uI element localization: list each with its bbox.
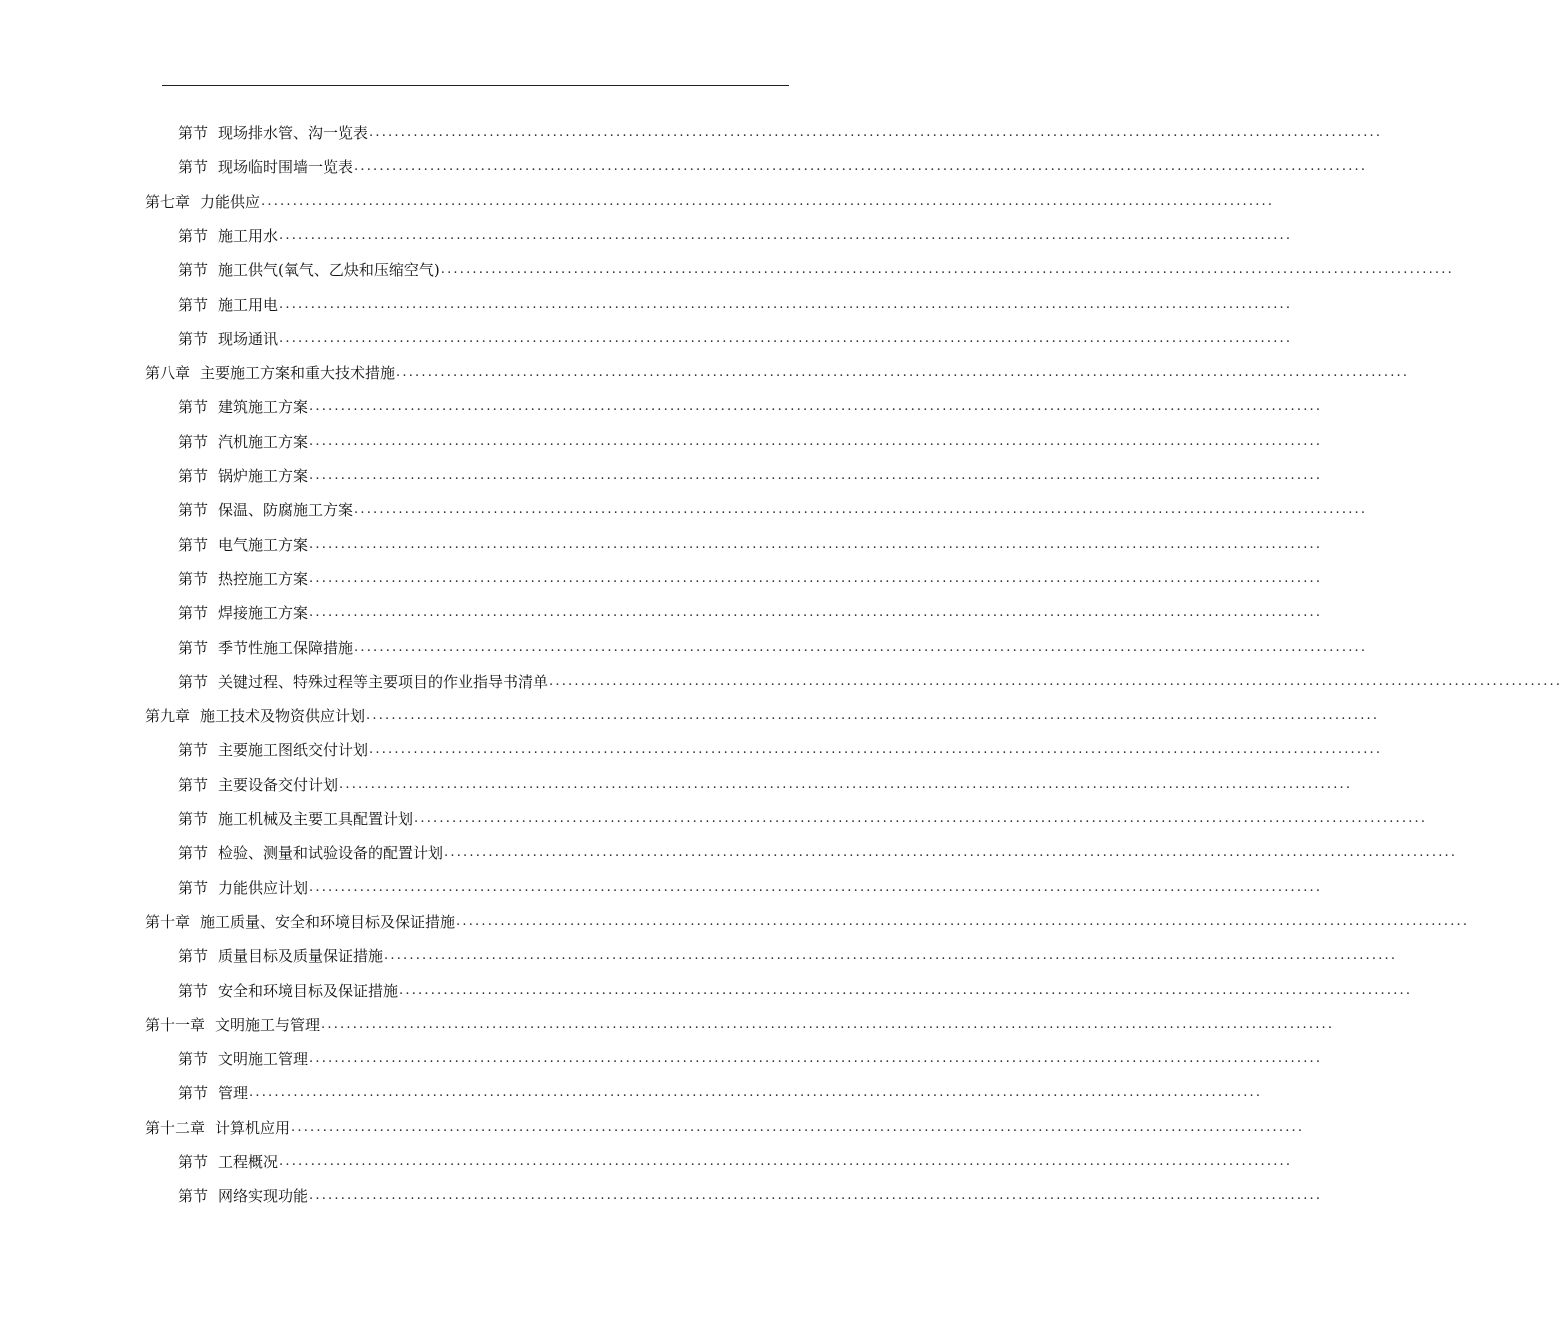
- toc-entry-title: 汽机施工方案: [218, 432, 309, 451]
- toc-dot-leader: ................................................................................................................................................................: [309, 433, 1323, 449]
- toc-entry-number: 第节: [178, 398, 209, 417]
- toc-dot-leader: ................................................................................................................................................................: [279, 330, 1293, 346]
- toc-section-entry[interactable]: [178, 288, 1293, 322]
- toc-dot-leader: ................................................................................................................................................................: [279, 1154, 1293, 1169]
- toc-section-entry[interactable]: [178, 116, 1383, 150]
- toc-entry-title: 施工用电: [218, 295, 279, 314]
- toc-entry-number: 第节: [178, 226, 209, 245]
- toc-entry-number: 第节: [178, 329, 209, 348]
- toc-section-entry[interactable]: [178, 939, 1398, 973]
- toc-entry-number: 第节: [178, 844, 209, 863]
- toc-entry-number: 第节: [178, 124, 209, 142]
- toc-entry-title: 施工用水: [218, 226, 279, 245]
- toc-chapter-entry[interactable]: [145, 356, 1410, 390]
- toc-entry-title: 施工技术及物资供应计划: [200, 707, 366, 726]
- toc-section-entry[interactable]: [178, 1076, 1263, 1110]
- toc-entry-title: 锅炉施工方案: [218, 467, 309, 485]
- toc-section-entry[interactable]: [178, 219, 1293, 253]
- toc-dot-leader: ................................................................................................................................................................: [396, 365, 1410, 381]
- toc-dot-leader: ................................................................................................................................................................: [456, 913, 1470, 929]
- toc-entry-number: 第节: [178, 947, 209, 966]
- toc-entry-number: 第节: [178, 569, 209, 588]
- toc-section-entry[interactable]: [178, 459, 1323, 493]
- toc-dot-leader: ................................................................................................................................................................: [414, 811, 1428, 826]
- toc-entry-number: 第节: [178, 604, 209, 623]
- toc-entry-title: 施工质量、安全和环境目标及保证措施: [200, 912, 456, 931]
- toc-entry-number: 第十章: [145, 912, 191, 931]
- toc-dot-leader: ................................................................................................................................................................: [444, 845, 1458, 861]
- toc-dot-leader: ................................................................................................................................................................: [309, 399, 1323, 415]
- toc-section-entry[interactable]: [178, 1042, 1323, 1076]
- toc-section-entry[interactable]: [178, 631, 1368, 665]
- toc-entry-number: 第节: [178, 775, 209, 794]
- toc-section-entry[interactable]: [178, 871, 1323, 905]
- toc-entry-title: 计算机应用: [215, 1118, 291, 1137]
- toc-chapter-entry[interactable]: [145, 185, 1275, 219]
- toc-entry-title: 力能供应计划: [218, 878, 309, 897]
- toc-dot-leader: ................................................................................................................................................................: [384, 948, 1398, 964]
- toc-dot-leader: ................................................................................................................................................................: [339, 776, 1353, 792]
- toc-dot-leader: ................................................................................................................................................................: [309, 570, 1323, 586]
- toc-entry-number: 第十一章: [145, 1015, 206, 1034]
- toc-dot-leader: ................................................................................................................................................................: [309, 605, 1323, 621]
- toc-dot-leader: ................................................................................................................................................................: [399, 982, 1413, 998]
- toc-section-entry[interactable]: [178, 802, 1428, 836]
- toc-entry-number: 第节: [178, 981, 209, 1000]
- toc-entry-title: 力能供应: [200, 192, 261, 211]
- toc-entry-number: 第节: [178, 501, 209, 520]
- toc-entry-title: 关键过程、特殊过程等主要项目的作业指导书清单: [218, 672, 549, 691]
- toc-entry-number: 第九章: [145, 707, 191, 726]
- toc-dot-leader: ................................................................................................................................................................: [279, 296, 1293, 312]
- toc-entry-title: 工程概况: [218, 1153, 279, 1171]
- toc-section-entry[interactable]: [178, 665, 1562, 699]
- toc-entry-number: 第节: [178, 741, 209, 760]
- toc-entry-title: 主要设备交付计划: [218, 775, 339, 794]
- toc-entry-number: 第节: [178, 810, 209, 828]
- toc-section-entry[interactable]: [178, 425, 1323, 459]
- toc-entry-title: 主要施工方案和重大技术措施: [200, 364, 396, 383]
- toc-dot-leader: ................................................................................................................................................................: [321, 1016, 1335, 1032]
- toc-entry-number: 第节: [178, 672, 209, 691]
- toc-entry-title: 现场通讯: [218, 329, 279, 348]
- toc-entry-title: 保温、防腐施工方案: [218, 501, 354, 520]
- toc-entry-number: 第节: [178, 1187, 209, 1206]
- toc-section-entry[interactable]: [178, 768, 1353, 802]
- toc-dot-leader: ................................................................................................................................................................: [440, 262, 1454, 278]
- toc-entry-number: 第节: [178, 1153, 209, 1171]
- toc-entry-title: 管理: [218, 1084, 249, 1103]
- toc-entry-title: 现场临时围墙一览表: [218, 158, 354, 177]
- toc-dot-leader: ................................................................................................................................................................: [249, 1085, 1263, 1101]
- toc-section-entry[interactable]: [178, 733, 1383, 767]
- toc-dot-leader: ................................................................................................................................................................: [354, 159, 1368, 175]
- toc-entry-number: 第节: [178, 432, 209, 451]
- toc-entry-title: 焊接施工方案: [218, 604, 309, 623]
- toc-entry-number: 第节: [178, 1084, 209, 1103]
- toc-section-entry[interactable]: [178, 322, 1293, 356]
- toc-dot-leader: ................................................................................................................................................................: [309, 468, 1323, 483]
- toc-entry-title: 季节性施工保障措施: [218, 638, 354, 657]
- toc-section-entry[interactable]: [178, 150, 1368, 184]
- toc-entry-title: 施工机械及主要工具配置计划: [218, 810, 414, 828]
- toc-dot-leader: ................................................................................................................................................................: [309, 879, 1323, 895]
- toc-dot-leader: ................................................................................................................................................................: [309, 1188, 1323, 1204]
- toc-entry-number: 第十二章: [145, 1118, 206, 1137]
- toc-section-entry[interactable]: [178, 1179, 1323, 1213]
- toc-entry-title: 文明施工管理: [218, 1050, 309, 1069]
- toc-chapter-entry[interactable]: [145, 699, 1380, 733]
- toc-dot-leader: ................................................................................................................................................................: [354, 502, 1368, 518]
- toc-entry-title: 网络实现功能: [218, 1187, 309, 1206]
- toc-dot-leader: ................................................................................................................................................................: [369, 125, 1383, 140]
- toc-section-entry[interactable]: [178, 836, 1458, 870]
- toc-entry-number: 第节: [178, 878, 209, 897]
- toc-dot-leader: ................................................................................................................................................................: [354, 639, 1368, 655]
- toc-section-entry[interactable]: [178, 390, 1323, 424]
- toc-chapter-entry[interactable]: [145, 1111, 1305, 1145]
- toc-section-entry[interactable]: [178, 493, 1368, 527]
- toc-entry-number: 第节: [178, 1050, 209, 1069]
- toc-entry-number: 第八章: [145, 364, 191, 383]
- toc-entry-title: 热控施工方案: [218, 569, 309, 588]
- toc-chapter-entry[interactable]: [145, 905, 1470, 939]
- toc-dot-leader: ................................................................................................................................................................: [549, 673, 1562, 689]
- toc-entry-title: 现场排水管、沟一览表: [218, 124, 369, 142]
- toc-dot-leader: ................................................................................................................................................................: [279, 227, 1293, 243]
- toc-chapter-entry[interactable]: [145, 1008, 1335, 1042]
- toc-section-entry[interactable]: [178, 562, 1323, 596]
- toc-entry-title: 安全和环境目标及保证措施: [218, 981, 399, 1000]
- toc-dot-leader: ................................................................................................................................................................: [366, 708, 1380, 724]
- toc-entry-number: 第节: [178, 295, 209, 314]
- toc-entry-number: 第节: [178, 535, 209, 554]
- toc-section-entry[interactable]: [178, 596, 1323, 630]
- toc-entry-number: 第节: [178, 261, 209, 280]
- toc-section-entry[interactable]: [178, 253, 1454, 287]
- toc-section-entry[interactable]: [178, 528, 1323, 562]
- toc-entry-number: 第七章: [145, 192, 191, 211]
- toc-entry-title: 施工供气(氧气、乙炔和压缩空气): [218, 261, 440, 280]
- toc-entry-number: 第节: [178, 467, 209, 485]
- toc-entry-title: 文明施工与管理: [215, 1015, 321, 1034]
- toc-section-entry[interactable]: [178, 974, 1413, 1008]
- toc-entry-title: 电气施工方案: [218, 535, 309, 554]
- toc-dot-leader: ................................................................................................................................................................: [291, 1119, 1305, 1135]
- toc-entry-title: 建筑施工方案: [218, 398, 309, 417]
- toc-entry-title: 检验、测量和试验设备的配置计划: [218, 844, 444, 863]
- header-rule: [162, 85, 789, 86]
- toc-dot-leader: ................................................................................................................................................................: [309, 536, 1323, 552]
- toc-dot-leader: ................................................................................................................................................................: [369, 742, 1383, 758]
- toc-entry-title: 质量目标及质量保证措施: [218, 947, 384, 966]
- toc-dot-leader: ................................................................................................................................................................: [261, 193, 1275, 209]
- toc-entry-number: 第节: [178, 638, 209, 657]
- toc-dot-leader: ................................................................................................................................................................: [309, 1051, 1323, 1067]
- toc-entry-title: 主要施工图纸交付计划: [218, 741, 369, 760]
- toc-entry-number: 第节: [178, 158, 209, 177]
- toc-section-entry[interactable]: [178, 1145, 1293, 1179]
